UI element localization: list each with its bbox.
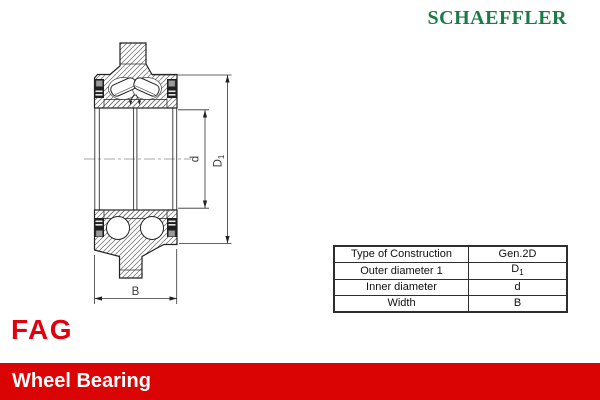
seal-top-right (167, 79, 177, 98)
spec-value-cell: d (469, 280, 568, 296)
spec-value-cell: Gen.2D (469, 246, 568, 263)
spec-row (334, 280, 567, 296)
seal-bottom-right (167, 218, 177, 237)
outer-ring-bottom (95, 210, 178, 278)
spec-label-cell: Width (334, 296, 469, 313)
seal-bottom-left (95, 218, 105, 237)
spec-label-cell: Inner diameter (334, 280, 469, 296)
product-title: Wheel Bearing (12, 370, 151, 392)
outer-ring-top (95, 43, 178, 108)
fag-logo: FAG (11, 314, 74, 345)
product-title-bar (0, 363, 600, 400)
width-dimension-label: B (131, 286, 140, 298)
spec-label-cell: Outer diameter 1 (334, 263, 469, 280)
spec-value-subscript: 1 (519, 268, 524, 278)
inner-ring-top (104, 100, 167, 109)
seal-top-left (95, 79, 105, 98)
spec-value-cell: $D_1$ (469, 263, 568, 280)
spec-table (333, 245, 568, 313)
spec-label-cell: Type of Construction (334, 246, 469, 263)
inner-diameter-dimension-label: d (189, 155, 202, 163)
spec-row (334, 296, 567, 313)
spec-row (334, 246, 567, 263)
spec-value-cell: B (469, 296, 568, 313)
outer-diameter-letter: D (212, 159, 225, 168)
spec-table-body (334, 246, 567, 312)
outer-diameter-subscript: 1 (217, 154, 226, 160)
spec-row (334, 263, 567, 280)
outer-diameter-dimension-label (213, 154, 227, 167)
schaeffler-logo: SCHAEFFLER (427, 7, 567, 29)
